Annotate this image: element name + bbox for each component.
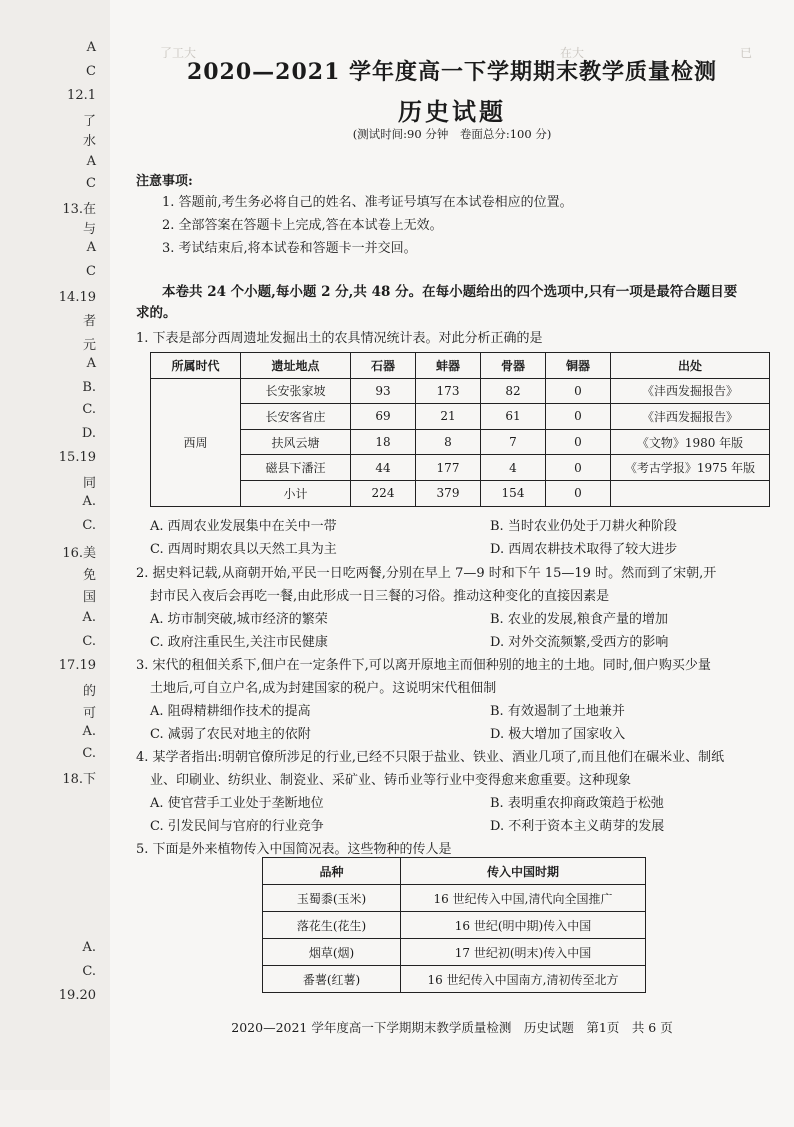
notice-item: 1. 答题前,考生务必将自己的姓名、准考证号填写在本试卷相应的位置。 xyxy=(162,195,573,210)
table-header: 石器 xyxy=(351,353,416,379)
table-header: 传入中国时期 xyxy=(401,858,646,885)
q4-option-a: A. 使官营手工业处于垄断地位 xyxy=(150,796,324,811)
bleed-line: B. xyxy=(82,380,96,395)
q5-table xyxy=(262,857,646,993)
bleed-line: C. xyxy=(82,518,96,533)
q1-option-c: C. 西周时期农具以天然工具为主 xyxy=(150,542,337,557)
bleed-line: A. xyxy=(82,724,96,739)
q3-option-b: B. 有效遏制了土地兼并 xyxy=(490,704,625,719)
era-cell: 西周 xyxy=(151,378,241,506)
q3-option-d: D. 极大增加了国家收入 xyxy=(490,727,626,742)
notice-heading: 注意事项: xyxy=(136,174,193,189)
table-header: 蚌器 xyxy=(416,353,481,379)
exam-timing: (测试时间:90 分钟 卷面总分:100 分) xyxy=(352,127,552,141)
table-cell: 《沣西发掘报告》 xyxy=(611,404,770,430)
q1-option-b: B. 当时农业仍处于刀耕火种阶段 xyxy=(490,519,677,534)
q4-stem-cont: 业、印刷业、纺织业、制瓷业、采矿业、铸币业等行业中变得愈来愈重要。这种现象 xyxy=(150,773,632,788)
bleed-line: 国 xyxy=(82,590,96,605)
table-cell: 落花生(花生) xyxy=(263,912,401,939)
bleed-line: 18.下 xyxy=(62,772,96,787)
table-cell: 0 xyxy=(546,429,611,455)
table-cell: 玉蜀黍(玉米) xyxy=(263,885,401,912)
bleed-line: 的 xyxy=(82,684,96,699)
bleed-line: A. xyxy=(82,494,96,509)
q3-option-a: A. 阻碍精耕细作技术的提高 xyxy=(150,704,311,719)
bleed-line: C. xyxy=(82,402,96,417)
q2-option-c: C. 政府注重民生,关注市民健康 xyxy=(150,635,328,650)
table-row xyxy=(263,912,646,939)
bleed-line: 17.19 xyxy=(58,658,96,673)
table-cell: 0 xyxy=(546,480,611,506)
bleed-line: C. xyxy=(82,634,96,649)
table-cell: 4 xyxy=(481,455,546,481)
table-cell xyxy=(611,480,770,506)
table-cell: 0 xyxy=(546,378,611,404)
table-header-row xyxy=(151,353,770,379)
table-cell: 61 xyxy=(481,404,546,430)
q1-table xyxy=(150,352,770,507)
bleed-line: 水 xyxy=(82,134,96,149)
table-cell: 93 xyxy=(351,378,416,404)
bleed-line: C xyxy=(86,64,96,79)
table-cell: 177 xyxy=(416,455,481,481)
q4-option-c: C. 引发民间与官府的行业竞争 xyxy=(150,819,324,834)
notice-item: 2. 全部答案在答题卡上完成,答在本试卷上无效。 xyxy=(162,218,443,233)
table-cell: 16 世纪传入中国,清代向全国推广 xyxy=(401,885,646,912)
table-row xyxy=(151,404,770,430)
table-cell: 长安张家坡 xyxy=(241,378,351,404)
table-cell: 小计 xyxy=(241,480,351,506)
table-row xyxy=(263,939,646,966)
q3-stem-cont: 土地后,可自立户名,成为封建国家的税户。这说明宋代租佃制 xyxy=(150,681,497,696)
bleed-line: C xyxy=(86,264,96,279)
table-header: 所属时代 xyxy=(151,353,241,379)
table-cell: 《考古学报》1975 年版 xyxy=(611,455,770,481)
table-cell: 《文物》1980 年版 xyxy=(611,429,770,455)
q3-option-c: C. 减弱了农民对地主的依附 xyxy=(150,727,311,742)
bleed-line: A xyxy=(86,356,96,371)
table-header-row xyxy=(263,858,646,885)
bleed-line: 了 xyxy=(82,114,96,129)
bleed-line: 可 xyxy=(82,706,96,721)
table-row xyxy=(151,378,770,404)
table-cell: 82 xyxy=(481,378,546,404)
bleed-line: A xyxy=(86,154,96,169)
table-cell: 379 xyxy=(416,480,481,506)
bleed-line: 元 xyxy=(82,338,96,353)
table-cell: 69 xyxy=(351,404,416,430)
q2-option-b: B. 农业的发展,粮食产量的增加 xyxy=(490,612,668,627)
bleed-line: 14.19 xyxy=(58,290,96,305)
table-cell: 磁县下潘汪 xyxy=(241,455,351,481)
section-instructions-cont: 求的。 xyxy=(136,305,177,321)
exam-subject: 历史试题 xyxy=(398,97,506,126)
q3-stem: 3. 宋代的租佃关系下,佃户在一定条件下,可以离开原地主而佃种别的地主的土地。同时,佃户购买少量 xyxy=(136,658,711,673)
table-cell: 番薯(红薯) xyxy=(263,966,401,993)
q2-option-d: D. 对外交流频繁,受西方的影响 xyxy=(490,635,669,650)
table-cell: 长安客省庄 xyxy=(241,404,351,430)
table-cell: 0 xyxy=(546,404,611,430)
bleed-line: C xyxy=(86,176,96,191)
table-cell: 16 世纪(明中期)传入中国 xyxy=(401,912,646,939)
table-cell: 44 xyxy=(351,455,416,481)
bleed-line: 免 xyxy=(82,568,96,583)
bleed-line: A. xyxy=(82,610,96,625)
table-header: 骨器 xyxy=(481,353,546,379)
table-cell: 扶风云塘 xyxy=(241,429,351,455)
section-instructions: 本卷共 24 个小题,每小题 2 分,共 48 分。在每小题给出的四个选项中,只有一项是最符合题目要 xyxy=(162,284,738,300)
table-cell: 7 xyxy=(481,429,546,455)
page-footer: 2020—2021 学年度高一下学期期末教学质量检测 历史试题 第1页 共 6 页 xyxy=(231,1020,673,1035)
q4-stem: 4. 某学者指出:明朝官僚所涉足的行业,已经不只限于盐业、铁业、酒业几项了,而且他们在碾米业、制纸 xyxy=(136,750,725,765)
table-cell: 《沣西发掘报告》 xyxy=(611,378,770,404)
bleed-line: 16.美 xyxy=(62,546,96,561)
table-cell: 224 xyxy=(351,480,416,506)
table-cell: 21 xyxy=(416,404,481,430)
bleed-line: 15.19 xyxy=(58,450,96,465)
bleed-line: 19.20 xyxy=(58,988,96,1003)
bleed-line: 12.1 xyxy=(67,88,96,103)
table-cell: 17 世纪初(明末)传入中国 xyxy=(401,939,646,966)
table-cell: 18 xyxy=(351,429,416,455)
notice-item: 3. 考试结束后,将本试卷和答题卡一并交回。 xyxy=(162,241,417,256)
q5-stem: 5. 下面是外来植物传入中国简况表。这些物种的传人是 xyxy=(136,842,452,857)
bleed-line: A xyxy=(86,40,96,55)
q1-option-d: D. 西周农耕技术取得了较大进步 xyxy=(490,542,678,557)
table-row xyxy=(151,480,770,506)
table-row xyxy=(263,966,646,993)
q2-stem-cont: 封市民入夜后会再吃一餐,由此形成一日三餐的习俗。推动这种变化的直接因素是 xyxy=(150,589,610,604)
table-row xyxy=(151,429,770,455)
bleed-line: 者 xyxy=(82,314,96,329)
bleed-line: C. xyxy=(82,964,96,979)
bleed-line: C. xyxy=(82,746,96,761)
bleed-line: 同 xyxy=(82,476,96,491)
q1-option-a: A. 西周农业发展集中在关中一带 xyxy=(150,519,337,534)
bleed-line: A xyxy=(86,240,96,255)
table-header: 品种 xyxy=(263,858,401,885)
bleed-line: 13.在 xyxy=(62,202,96,217)
q4-option-d: D. 不利于资本主义萌芽的发展 xyxy=(490,819,665,834)
bleed-line: D. xyxy=(81,426,96,441)
q1-stem: 1. 下表是部分西周遗址发掘出土的农具情况统计表。对此分析正确的是 xyxy=(136,331,543,346)
table-cell: 烟草(烟) xyxy=(263,939,401,966)
table-cell: 173 xyxy=(416,378,481,404)
q4-option-b: B. 表明重农抑商政策趋于松弛 xyxy=(490,796,664,811)
table-cell: 16 世纪传入中国南方,清初传至北方 xyxy=(401,966,646,993)
table-header: 出处 xyxy=(611,353,770,379)
table-row xyxy=(263,885,646,912)
show-through-text: 了工大 xyxy=(160,46,197,60)
table-row xyxy=(151,455,770,481)
table-cell: 0 xyxy=(546,455,611,481)
bleed-line: A. xyxy=(82,940,96,955)
table-cell: 8 xyxy=(416,429,481,455)
exam-title: 2020—2021 学年度高一下学期期末教学质量检测 xyxy=(186,59,718,85)
show-through-text: 已 xyxy=(740,46,753,60)
table-header: 遗址地点 xyxy=(241,353,351,379)
bleed-line: 与 xyxy=(82,222,96,237)
table-header: 铜器 xyxy=(546,353,611,379)
show-through-text: 在大 xyxy=(560,46,585,60)
q2-stem: 2. 据史料记载,从商朝开始,平民一日吃两餐,分别在早上 7—9 时和下午 15—19 时。然而到了宋朝,开 xyxy=(136,566,717,581)
q2-option-a: A. 坊市制突破,城市经济的繁荣 xyxy=(150,612,328,627)
table-cell: 154 xyxy=(481,480,546,506)
